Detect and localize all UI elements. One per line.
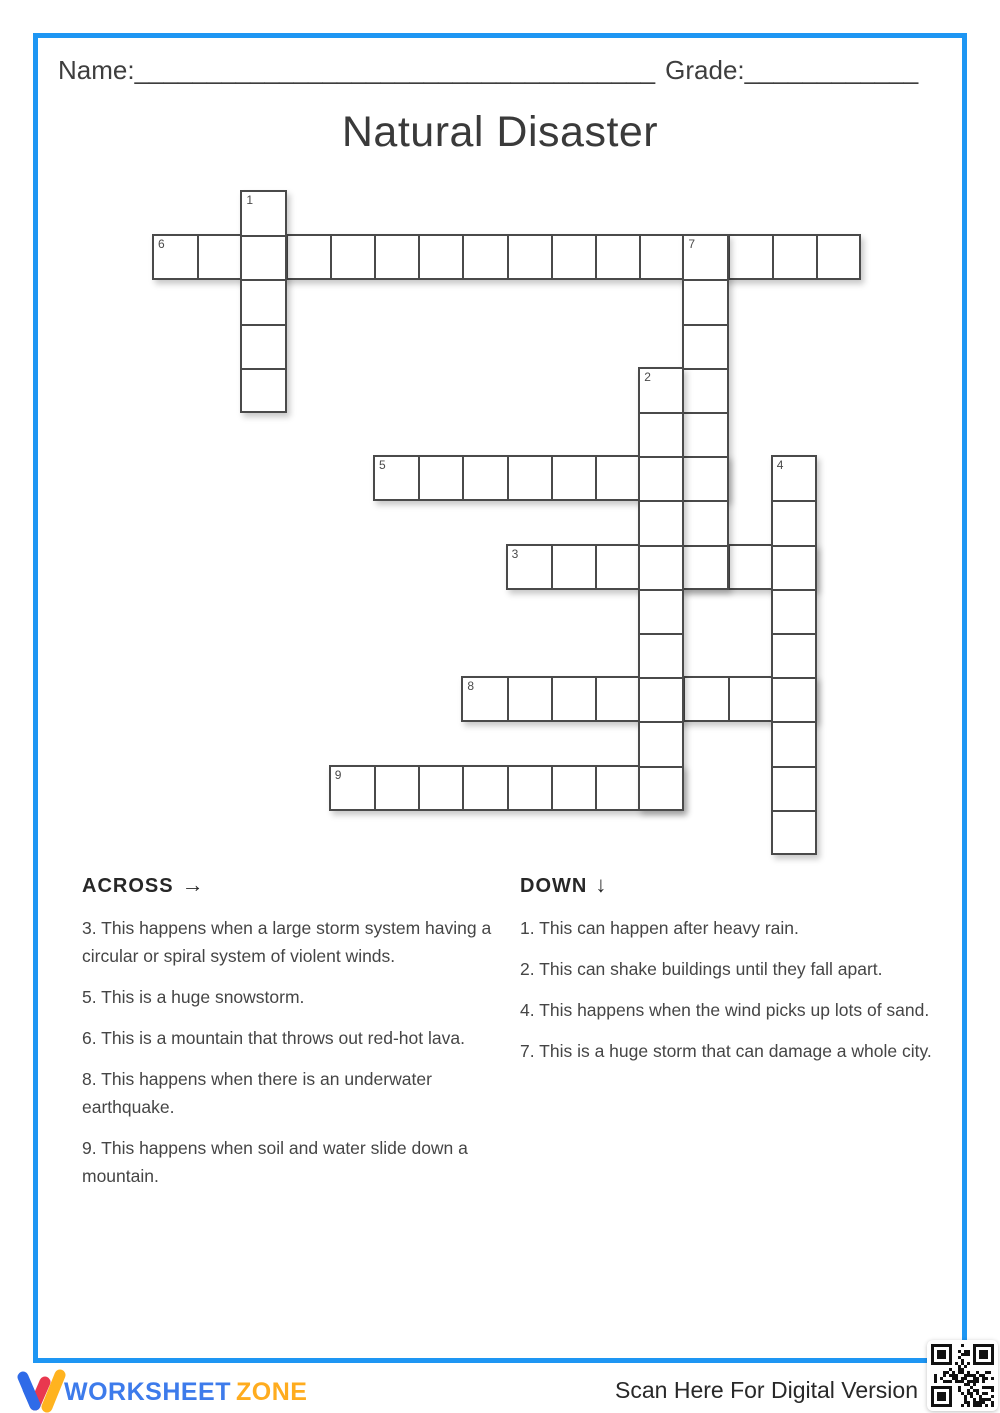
cell-divider (551, 457, 553, 499)
clue-item: 1. This can happen after heavy rain. (520, 918, 799, 938)
cell-divider (242, 324, 284, 326)
cell-divider (197, 236, 199, 278)
across-heading-label: ACROSS (82, 875, 174, 897)
down-arrow-icon: ↓ (595, 872, 607, 897)
cell-divider (684, 545, 726, 547)
clue-item: 3. This happens when a large storm system having a circular or spiral system of violent winds. (82, 918, 492, 966)
cell-divider (595, 236, 597, 278)
cell-divider (551, 546, 553, 588)
down-clue-list (520, 914, 940, 1065)
name-grade-row (58, 55, 918, 86)
cell-divider (374, 767, 376, 809)
down-heading (520, 872, 940, 898)
word-2-down[interactable] (638, 367, 684, 811)
cell-divider (640, 589, 682, 591)
clue-item: 8. This happens when there is an underwater earthquake. (82, 1069, 432, 1117)
cell-number-4: 4 (776, 458, 784, 473)
cell-divider (684, 500, 726, 502)
cell-divider (242, 368, 284, 370)
word-9-across[interactable] (329, 765, 685, 811)
cell-divider (507, 236, 509, 278)
cell-divider (595, 457, 597, 499)
qr-code (927, 1340, 998, 1411)
cell-divider (640, 545, 682, 547)
cell-divider (418, 236, 420, 278)
cell-divider (773, 633, 815, 635)
clue-item: 4. This happens when the wind picks up lots of sand. (520, 1000, 930, 1020)
cell-divider (462, 457, 464, 499)
across-section (82, 872, 494, 1203)
clue-item: 6. This is a mountain that throws out red-hot lava. (82, 1028, 465, 1048)
cell-divider (418, 457, 420, 499)
cell-number-2: 2 (644, 369, 651, 384)
cell-divider (242, 235, 284, 237)
name-blank-line[interactable]: ____________________________________ (134, 55, 656, 85)
cell-divider (684, 412, 726, 414)
cell-divider (684, 456, 726, 458)
cell-number-7: 7 (688, 237, 696, 252)
clue-item: 7. This is a huge storm that can damage a whole city. (520, 1041, 932, 1061)
cell-divider (773, 500, 815, 502)
cell-divider (684, 368, 726, 370)
grade-blank-line[interactable]: ____________ (744, 55, 919, 85)
cell-divider (773, 545, 815, 547)
across-clue-list (82, 914, 494, 1190)
worksheet-title: Natural Disaster (341, 108, 659, 156)
cell-number-3: 3 (511, 546, 519, 561)
cell-divider (639, 236, 641, 278)
cell-divider (374, 236, 376, 278)
cell-number-5: 5 (379, 458, 386, 473)
across-heading (82, 872, 494, 898)
cell-divider (595, 678, 597, 720)
cell-divider (551, 678, 553, 720)
cell-divider (640, 677, 682, 679)
cell-divider (773, 810, 815, 812)
cell-number-9: 9 (334, 767, 342, 782)
cell-divider (640, 456, 682, 458)
cell-divider (595, 546, 597, 588)
cell-divider (640, 412, 682, 414)
cell-divider (640, 721, 682, 723)
cell-divider (684, 324, 726, 326)
cell-divider (773, 721, 815, 723)
scan-here-text: Scan Here For Digital Version (615, 1377, 918, 1403)
word-7-down[interactable] (682, 234, 728, 590)
cell-divider (773, 677, 815, 679)
cell-divider (773, 766, 815, 768)
cell-divider (507, 457, 509, 499)
name-label: Name: (58, 55, 135, 85)
cell-divider (640, 766, 682, 768)
worksheetzone-logo-icon (16, 1368, 66, 1413)
word-1-down[interactable] (240, 190, 286, 413)
cell-divider (684, 279, 726, 281)
brand-word-worksheet: WORKSHEET (64, 1378, 231, 1406)
qr-code-image (931, 1344, 994, 1407)
brand-wordmark (64, 1378, 307, 1407)
clue-item: 2. This can shake buildings until they fall apart. (520, 959, 883, 979)
cell-divider (418, 767, 420, 809)
right-arrow-icon: → (181, 872, 204, 897)
clue-item: 9. This happens when soil and water slide down a mountain. (82, 1138, 468, 1186)
cell-divider (462, 767, 464, 809)
cell-divider (330, 236, 332, 278)
cell-divider (242, 279, 284, 281)
cell-divider (640, 633, 682, 635)
cell-number-6: 6 (158, 237, 165, 252)
cell-divider (551, 236, 553, 278)
cell-divider (595, 767, 597, 809)
cell-divider (640, 500, 682, 502)
down-section (520, 872, 940, 1078)
down-heading-label: DOWN (520, 875, 588, 897)
cell-divider (816, 236, 818, 278)
cell-divider (551, 767, 553, 809)
grade-label: Grade: (665, 55, 745, 85)
cell-divider (773, 589, 815, 591)
clue-item: 5. This is a huge snowstorm. (82, 987, 305, 1007)
brand-word-zone: ZONE (236, 1378, 308, 1406)
word-4-down[interactable] (771, 455, 817, 855)
cell-number-1: 1 (246, 193, 254, 207)
cell-divider (728, 678, 730, 720)
cell-number-8: 8 (467, 679, 475, 694)
cell-divider (462, 236, 464, 278)
cell-divider (507, 678, 509, 720)
cell-divider (507, 767, 509, 809)
crossword-grid[interactable] (152, 190, 860, 854)
cell-divider (772, 236, 774, 278)
